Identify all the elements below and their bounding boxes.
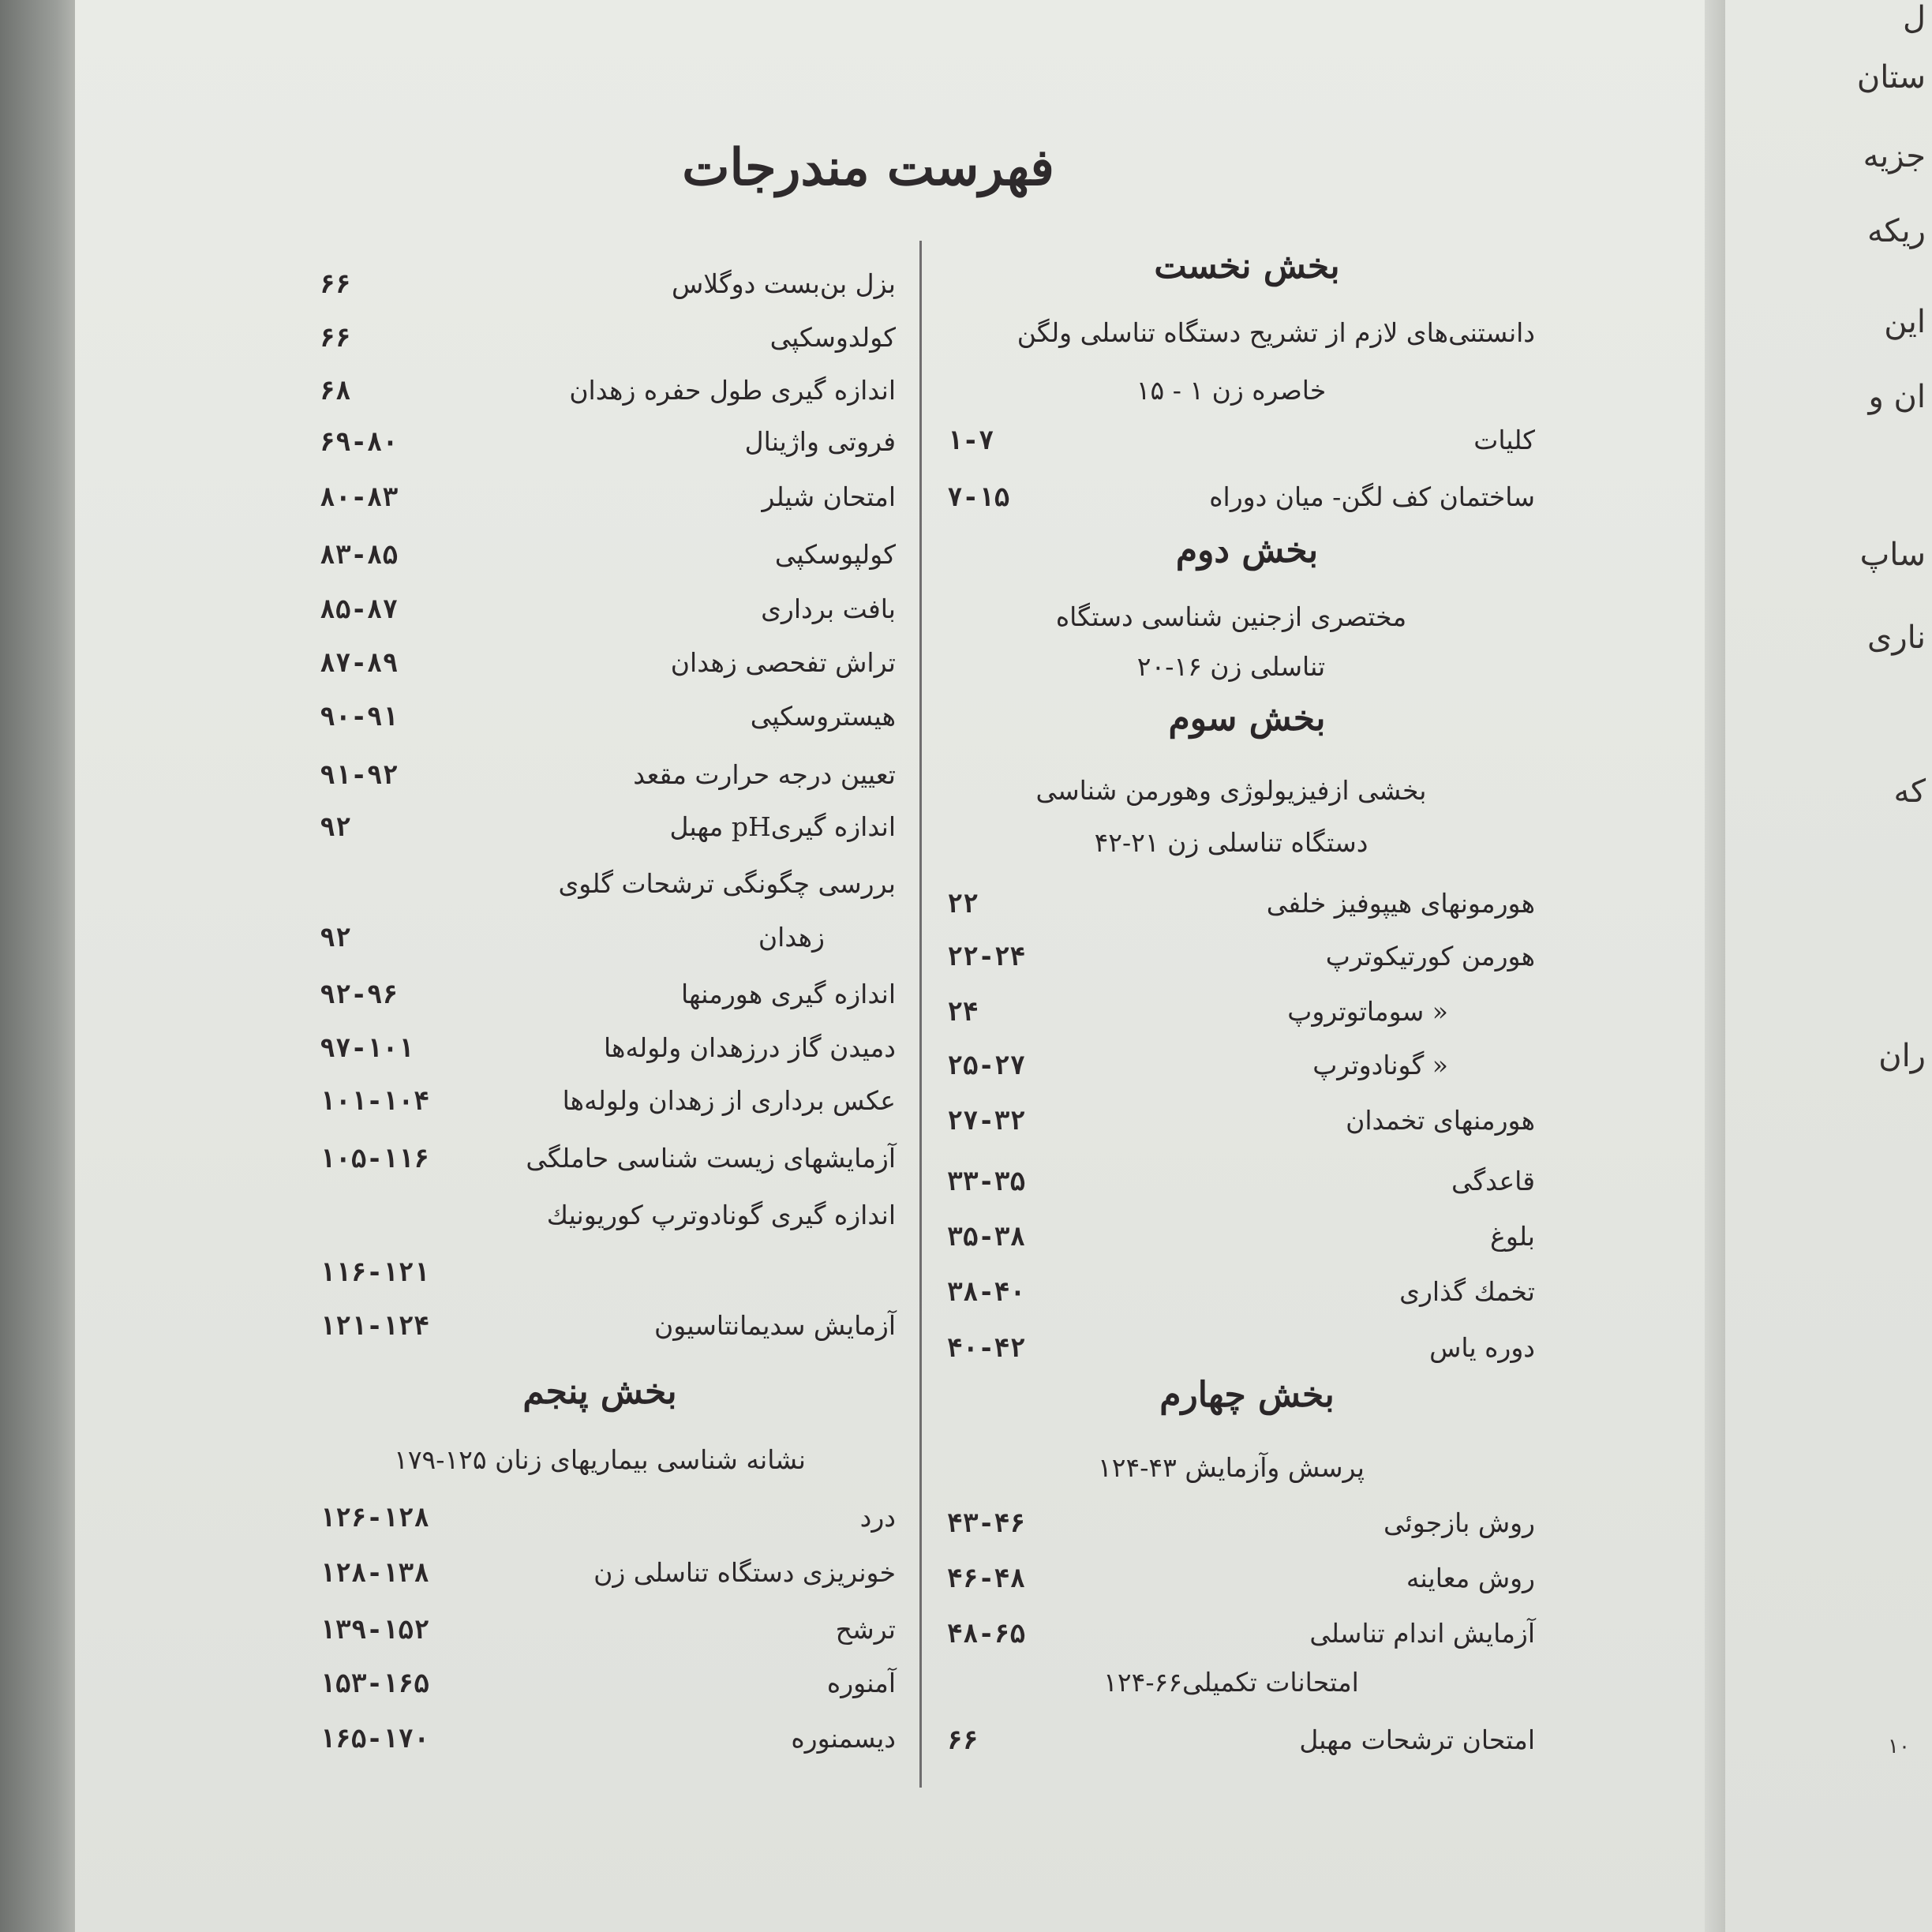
toc-entry-label: « سوماتوتروپ — [1287, 996, 1448, 1027]
toc-entry-label: هورمن کورتیکوترپ — [1325, 941, 1535, 972]
toc-entry-label: هیستروسکپی — [750, 701, 896, 732]
toc-entry-pages: ۱۱۶-۱۲۱ — [320, 1256, 430, 1287]
toc-entry-label: آمنوره — [826, 1668, 896, 1698]
toc-entry-puberty — [947, 1221, 1535, 1259]
toc-entry-label: فروتی واژینال — [744, 426, 896, 457]
adjacent-page-text: ان و — [1868, 379, 1926, 415]
adjacent-page-text: ران — [1878, 1038, 1926, 1074]
adjacent-page-text: ل — [1902, 0, 1926, 36]
toc-entry-pages: ۹۰-۹۱ — [320, 701, 399, 732]
adjacent-page-text: ریکه — [1867, 213, 1926, 249]
toc-entry-pages: ۶۸ — [320, 375, 351, 406]
toc-entry-pages: ۱۶۵-۱۷۰ — [320, 1723, 430, 1754]
toc-entry-label: اندازه گیری طول حفره زهدان — [569, 375, 896, 406]
toc-entry-pages: ۱۰۱-۱۰۴ — [320, 1085, 430, 1116]
toc-entry-pages: ۲۲ — [947, 888, 979, 919]
toc-entry-pages: ۷-۱۵ — [947, 481, 1010, 512]
toc-entry-dysmenorrhea — [320, 1723, 896, 1761]
adjacent-page-text: ساپ — [1859, 537, 1926, 573]
toc-entry-pages: ۲۲-۲۴ — [947, 941, 1026, 972]
toc-entry-pages: ۴۰-۴۲ — [947, 1332, 1026, 1363]
part2-intro-line2: تناسلی زن ۱۶-۲۰ — [1136, 651, 1326, 682]
toc-entry-pages: ۱۲۱-۱۲۴ — [320, 1310, 430, 1341]
toc-entry-menopause — [947, 1332, 1535, 1370]
toc-entry-vaginal-discharge — [947, 1724, 1535, 1762]
toc-entry-bleeding — [320, 1557, 896, 1595]
toc-entry-discharge — [320, 1614, 896, 1652]
toc-entry-culdoscopy — [320, 322, 896, 360]
toc-entry-uterine-length — [320, 375, 896, 413]
toc-entry-schiller — [320, 481, 896, 519]
toc-entry-label: هورمنهای تخمدان — [1346, 1105, 1535, 1136]
toc-entry-label: روش معاینه — [1406, 1563, 1535, 1593]
toc-entry-tubal-insufflation — [320, 1032, 896, 1070]
toc-entry-pages: ۶۶ — [320, 268, 351, 299]
toc-entry-label: هورمونهای هیپوفیز خلفی — [1266, 888, 1535, 919]
toc-entry-colposcopy — [320, 539, 896, 577]
toc-entry-hcg-line1 — [320, 1200, 896, 1237]
toc-entry-pain — [320, 1502, 896, 1540]
toc-entry-pages: ۶۶ — [320, 322, 351, 353]
toc-entry-label: دیسمنوره — [791, 1723, 896, 1754]
toc-entry-label: قاعدگی — [1451, 1166, 1535, 1196]
toc-entry-label: « گونادوترپ — [1312, 1050, 1448, 1080]
part5-intro: نشانه شناسی بیماریهای زنان ۱۲۵-۱۷۹ — [394, 1444, 806, 1475]
adjacent-page-text: ناری — [1867, 620, 1926, 656]
toc-entry-label: دمیدن گاز درزهدان ولوله‌ها — [604, 1032, 896, 1063]
toc-entry-hormone-assay — [320, 979, 896, 1017]
toc-entry-pages: ۹۱-۹۲ — [320, 759, 399, 790]
toc-entry-amenorrhea — [320, 1668, 896, 1705]
toc-entry-label: آزمایشهای زیست شناسی حاملگی — [526, 1143, 896, 1174]
toc-entry-menstruation — [947, 1166, 1535, 1204]
toc-entry-pages: ۴۸-۶۵ — [947, 1618, 1026, 1649]
toc-entry-gonadotrope — [947, 1050, 1535, 1088]
toc-entry-pages: ۶۶ — [947, 1724, 979, 1755]
toc-entry-ovarian-hormones — [947, 1105, 1535, 1143]
column-divider — [919, 241, 922, 1788]
toc-entry-label: کلیات — [1473, 425, 1535, 455]
toc-entry-pregnancy-tests — [320, 1143, 896, 1181]
part2-intro-line1: مختصری ازجنین شناسی دستگاه — [1055, 601, 1407, 632]
toc-entry-biopsy — [320, 593, 896, 631]
page-edge — [1705, 0, 1725, 1932]
toc-entry-label: تعیین درجه حرارت مقعد — [633, 759, 896, 790]
toc-entry-label: زهدان — [758, 922, 825, 953]
toc-entry-kolliyat — [947, 425, 1535, 462]
toc-entry-douglas — [320, 268, 896, 306]
toc-entry-pages: ۹۲ — [320, 811, 351, 842]
part4-supplementary: امتحانات تکمیلی۶۶-۱۲۴ — [1103, 1667, 1359, 1698]
toc-entry-pages: ۴۳-۴۶ — [947, 1507, 1026, 1538]
toc-entry-pages: ۱۲۸-۱۳۸ — [320, 1557, 430, 1588]
toc-entry-label: ساختمان کف لگن- میان دوراه — [1209, 481, 1535, 512]
toc-entry-label: تخمك گذاری — [1399, 1276, 1535, 1307]
toc-entry-pages: ۸۳-۸۵ — [320, 539, 399, 570]
toc-entry-label: کولپوسکپی — [774, 539, 896, 570]
toc-entry-ovulation — [947, 1276, 1535, 1314]
adjacent-page-text: این — [1884, 304, 1926, 340]
toc-entry-pages: ۹۲ — [320, 922, 351, 953]
toc-entry-label: ترشح — [835, 1614, 896, 1645]
adjacent-page-text: ستان — [1856, 59, 1926, 95]
toc-entry-pages: ۶۹-۸۰ — [320, 426, 399, 457]
toc-entry-somatotrope — [947, 996, 1535, 1034]
toc-entry-pages: ۱۲۶-۱۲۸ — [320, 1502, 430, 1533]
toc-entry-history-taking — [947, 1507, 1535, 1545]
toc-entry-label: آزمایش اندام تناسلی — [1309, 1618, 1535, 1649]
toc-entry-label: بلوغ — [1490, 1221, 1535, 1252]
part3-intro-line2: دستگاه تناسلی زن ۲۱-۴۲ — [1094, 827, 1368, 858]
section-heading-part3: بخش سوم — [1168, 698, 1326, 739]
part4-intro: پرسش وآزمایش ۴۳-۱۲۴ — [1098, 1452, 1365, 1483]
toc-entry-label: اندازه گیریpH مهبل — [669, 811, 896, 842]
toc-entry-label: دوره یاس — [1429, 1332, 1535, 1363]
toc-entry-kaf-lagan — [947, 481, 1535, 519]
toc-entry-label: عکس برداری از زهدان ولوله‌ها — [562, 1085, 896, 1116]
toc-entry-label: اندازه گیری گونادوترپ کوریونیك — [546, 1200, 896, 1230]
toc-entry-label: بررسی چگونگی ترشحات گلوی — [558, 868, 896, 899]
toc-entry-pages: ۱-۷ — [947, 425, 994, 455]
toc-entry-genital-exam — [947, 1618, 1535, 1656]
toc-entry-label: امتحان ترشحات مهبل — [1299, 1724, 1535, 1755]
toc-entry-rectal-temperature — [320, 759, 896, 797]
toc-entry-pages: ۳۸-۴۰ — [947, 1276, 1026, 1307]
page-title: فهرست مندرجات — [682, 138, 1054, 197]
adjacent-page-text: که — [1893, 773, 1926, 810]
toc-entry-label: اندازه گیری هورمنها — [680, 979, 896, 1009]
section-heading-part1: بخش نخست — [1154, 246, 1340, 286]
toc-entry-vaginal-ph — [320, 811, 896, 849]
part1-intro-line1: دانستنی‌های لازم از تشریح دستگاه تناسلی ولگن — [1017, 317, 1535, 348]
adjacent-page — [1725, 0, 1932, 1932]
adjacent-page-number: ۱۰ — [1888, 1735, 1910, 1758]
toc-entry-curettage — [320, 647, 896, 685]
toc-entry-vaginal-smear — [320, 426, 896, 464]
toc-entry-label: روش بازجوئی — [1383, 1507, 1535, 1538]
toc-entry-label: آزمایش سدیمانتاسیون — [654, 1310, 896, 1341]
toc-entry-pages: ۲۴ — [947, 996, 979, 1027]
toc-entry-examination — [947, 1563, 1535, 1601]
toc-entry-pages: ۹۲-۹۶ — [320, 979, 399, 1009]
toc-entry-corticotrope — [947, 941, 1535, 979]
toc-entry-label: تراش تفحصی زهدان — [670, 647, 896, 678]
toc-entry-pages: ۴۶-۴۸ — [947, 1563, 1026, 1593]
toc-entry-sedimentation — [320, 1310, 896, 1348]
part1-intro-line2: خاصره زن ۱ - ۱۵ — [1136, 375, 1327, 406]
toc-entry-pages: ۳۳-۳۵ — [947, 1166, 1026, 1196]
toc-entry-pages: ۳۵-۳۸ — [947, 1221, 1026, 1252]
toc-entry-label: خونریزی دستگاه تناسلی زن — [593, 1557, 896, 1588]
toc-entry-pages: ۲۵-۲۷ — [947, 1050, 1026, 1080]
toc-entry-hysteroscopy — [320, 701, 896, 739]
toc-entry-label: بزل بن‌بست دوگلاس — [672, 268, 896, 299]
toc-entry-pages: ۱۰۵-۱۱۶ — [320, 1143, 430, 1174]
section-heading-part4: بخش چهارم — [1159, 1375, 1335, 1415]
toc-entry-label: امتحان شیلر — [762, 481, 896, 512]
adjacent-page-text: جزیه — [1863, 138, 1926, 174]
toc-entry-cervical-mucus-line1 — [320, 868, 896, 906]
toc-entry-pages: ۹۷-۱۰۱ — [320, 1032, 414, 1063]
section-heading-part2: بخش دوم — [1175, 530, 1319, 571]
toc-entry-pages: ۱۵۳-۱۶۵ — [320, 1668, 430, 1698]
toc-entry-hysterosalpingography — [320, 1085, 896, 1123]
toc-entry-hcg-pages — [320, 1256, 896, 1294]
toc-entry-pages: ۲۷-۳۲ — [947, 1105, 1026, 1136]
toc-entry-label: کولدوسکپی — [769, 322, 896, 353]
section-heading-part5: بخش پنجم — [522, 1372, 677, 1412]
toc-entry-pages: ۸۵-۸۷ — [320, 593, 399, 624]
toc-entry-hypophysis — [947, 888, 1535, 926]
part3-intro-line1: بخشی ازفیزیولوژی وهورمن شناسی — [1035, 775, 1427, 806]
toc-entry-pages: ۸۰-۸۳ — [320, 481, 399, 512]
toc-entry-label: درد — [859, 1502, 896, 1533]
toc-entry-pages: ۸۷-۸۹ — [320, 647, 399, 678]
toc-entry-label: بافت برداری — [761, 593, 896, 624]
book-binding-shadow — [0, 0, 79, 1932]
toc-entry-pages: ۱۳۹-۱۵۲ — [320, 1614, 430, 1645]
toc-entry-cervical-mucus-line2 — [320, 922, 896, 960]
